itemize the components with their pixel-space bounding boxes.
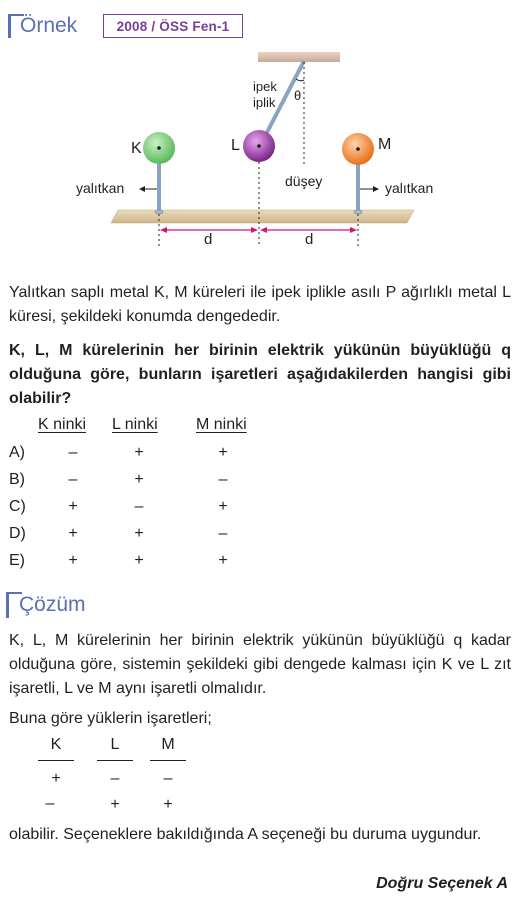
option-sign-m: + (218, 498, 228, 515)
problem-statement: Yalıtkan saplı metal K, M küreleri ile ipek iplikle asılı P ağırlıklı metal L küresi, şekildeki konumda dengededir. (9, 284, 511, 325)
option-label[interactable]: B) (9, 471, 25, 488)
option-sign-m: + (218, 444, 228, 461)
solution-text-2: Buna göre yüklerin işaretleri; (9, 710, 212, 727)
solution-header-m: M (161, 736, 175, 753)
solution-text-3: olabilir. Seçeneklere bakıldığında A seçeneği bu duruma uygundur. (9, 826, 482, 843)
label-insulator-left: yalıtkan (76, 180, 125, 196)
solution-sign: + (51, 770, 61, 787)
label-k: K (131, 140, 142, 157)
option-sign-l: + (134, 471, 144, 488)
option-sign-k: – (68, 471, 78, 488)
physics-figure (0, 46, 520, 256)
exam-tag: 2008 / ÖSS Fen-1 (103, 14, 243, 38)
label-thread-2: iplik (253, 95, 276, 110)
solution-header-k: K (50, 736, 62, 753)
solution-sign: – (45, 795, 55, 812)
option-label[interactable]: A) (9, 444, 25, 461)
options-header-l: L ninki (112, 416, 158, 433)
option-sign-l: + (134, 552, 144, 569)
option-label[interactable]: D) (9, 525, 26, 542)
solution-header-l: L (110, 736, 120, 753)
solution-title: Çözüm (19, 593, 86, 616)
solution-sign: – (163, 770, 173, 787)
label-theta: θ (294, 88, 302, 103)
label-thread-1: ipek (253, 79, 277, 94)
option-sign-m: – (218, 471, 228, 488)
label-l: L (231, 137, 240, 154)
option-sign-k: + (68, 498, 78, 515)
ceiling (258, 52, 340, 62)
solution-underline-k (38, 760, 74, 761)
solution-text-1: K, L, M kürelerinin her birinin elektrik yükünün büyüklüğü q kadar olduğuna göre, sistemin şekildeki gibi dengede kalması için K ve L zıt işaretli, L ve M aynı işaretli olmalıdır. (9, 632, 511, 697)
solution-sign: + (163, 796, 173, 813)
solution-header-bar (6, 592, 9, 618)
option-label[interactable]: E) (9, 552, 25, 569)
option-sign-k: + (68, 552, 78, 569)
label-d1: d (204, 231, 213, 248)
option-sign-l: + (134, 525, 144, 542)
option-sign-k: – (68, 444, 78, 461)
correct-answer: Doğru Seçenek A (376, 875, 508, 892)
option-sign-m: + (218, 552, 228, 569)
label-vertical: düşey (285, 173, 323, 189)
options-header-k: K ninki (38, 416, 87, 433)
example-title: Örnek (20, 14, 78, 37)
options-header-m: M ninki (196, 416, 247, 433)
option-label[interactable]: C) (9, 498, 26, 515)
solution-sign: + (110, 796, 120, 813)
label-m: M (378, 136, 392, 153)
label-d2: d (305, 231, 314, 248)
option-sign-m: – (218, 525, 228, 542)
label-insulator-right: yalıtkan (385, 180, 434, 196)
option-sign-k: + (68, 525, 78, 542)
solution-underline-l (97, 760, 133, 761)
solution-sign: – (110, 770, 120, 787)
option-sign-l: – (134, 498, 144, 515)
option-sign-l: + (134, 444, 144, 461)
example-header-bar (8, 14, 11, 38)
solution-underline-m (150, 760, 186, 761)
problem-question: K, L, M kürelerinin her birinin elektrik yükünün büyüklüğü q olduğuna göre, bunların işaretleri aşağıdakilerden hangisi gibi olabilir? (9, 342, 511, 407)
